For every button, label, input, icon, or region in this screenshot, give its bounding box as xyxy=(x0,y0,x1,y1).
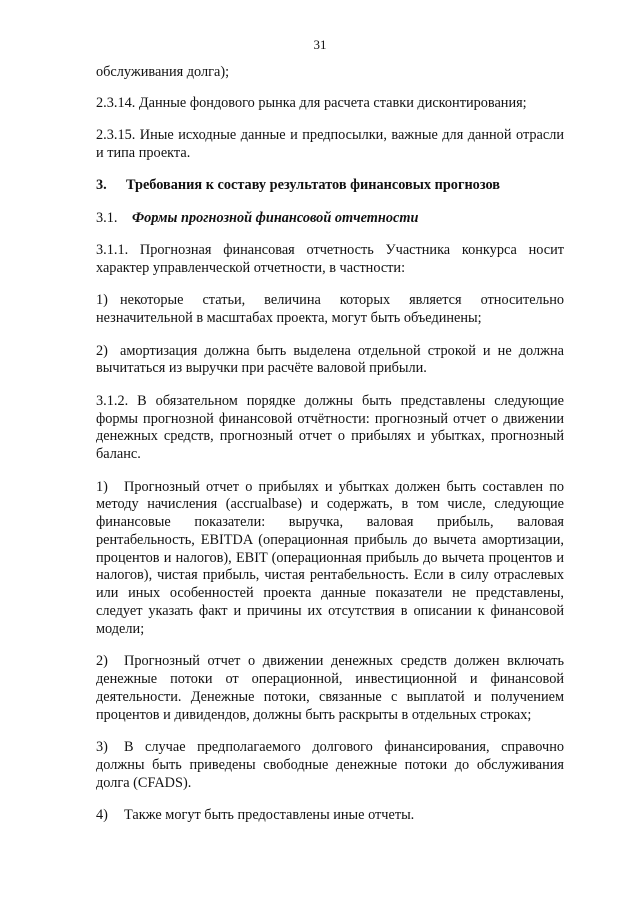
subsection-number: 3.1. xyxy=(96,209,118,226)
paragraph-3-1-2: 3.1.2. В обязательном порядке должны быть представлены следующие формы прогнозной финансовой отчётности: прогнозный отчет о движении денежных средств, прогнозный отчет о прибылях и убытках, прогнозный баланс. xyxy=(96,392,564,463)
list-item-number: 1) xyxy=(96,292,108,309)
list-item-number: 1) xyxy=(96,478,108,495)
paragraph-2-3-15: 2.3.15. Иные исходные данные и предпосылки, важные для данной отрасли и типа проекта. xyxy=(96,127,564,161)
section-number: 3. xyxy=(96,177,107,194)
list-item-text: В случае предполагаемого долгового финансирования, справочно должны быть приведены свободные денежные потоки до обслуживания долга (CFADS). xyxy=(96,739,564,791)
section-heading-3 xyxy=(96,177,564,195)
list-item-text: некоторые статьи, величина которых является относительно незначительной в масштабах проекта, могут быть объединены; xyxy=(96,292,564,327)
list-item-2 xyxy=(96,343,564,379)
document-body xyxy=(96,64,564,839)
report-item-2 xyxy=(96,653,564,724)
list-item-number: 2) xyxy=(96,653,108,670)
list-item-text: амортизация должна быть выделена отдельной строкой и не должна вычитаться из выручки при расчёте валовой прибыли. xyxy=(96,342,564,377)
section-title: Требования к составу результатов финансовых прогнозов xyxy=(126,177,501,194)
report-item-3 xyxy=(96,739,564,792)
list-item-text: Также могут быть предоставлены иные отчеты. xyxy=(124,807,415,824)
list-item-1 xyxy=(96,292,564,328)
list-item-text: Прогнозный отчет о движении денежных средств должен включать денежные потоки от операционной, инвестиционной и финансовой деятельности. Денежные потоки, связанные с выплатой и получением процентов и дивидендов, должны быть раскрыты в отдельных строках; xyxy=(96,653,564,723)
subsection-title: Формы прогнозной финансовой отчетности xyxy=(132,209,419,226)
paragraph-3-1-1: 3.1.1. Прогнозная финансовая отчетность Участника конкурса носит характер управленческой отчетности, в частности: xyxy=(96,242,564,276)
paragraph-continuation: обслуживания долга); xyxy=(96,64,230,80)
list-item-number: 4) xyxy=(96,807,108,824)
list-item-number: 2) xyxy=(96,342,108,359)
list-item-number: 3) xyxy=(96,739,108,756)
subsection-heading-3-1 xyxy=(96,210,564,228)
list-item-text: Прогнозный отчет о прибылях и убытках должен быть составлен по методу начисления (accrualbase) и содержать, в том числе, следующие финансовые показатели: выручка, валовая прибыль, валовая рентабельность, EBITDA (операционная прибыль до вычета амортизации, процентов и налогов), EBIT (операционная прибыль до вычета процентов и налогов), чистая прибыль, чистая рентабельность. Если в силу отраслевых или иных особенностей проекта данные показатели не представлены, следует указать факт и причины их отсутствия в описании к финансовой модели; xyxy=(96,478,564,637)
paragraph-2-3-14: 2.3.14. Данные фондового рынка для расчета ставки дисконтирования; xyxy=(96,94,527,111)
report-item-4 xyxy=(96,807,564,825)
report-item-1 xyxy=(96,479,564,639)
page-number: 31 xyxy=(313,37,327,52)
